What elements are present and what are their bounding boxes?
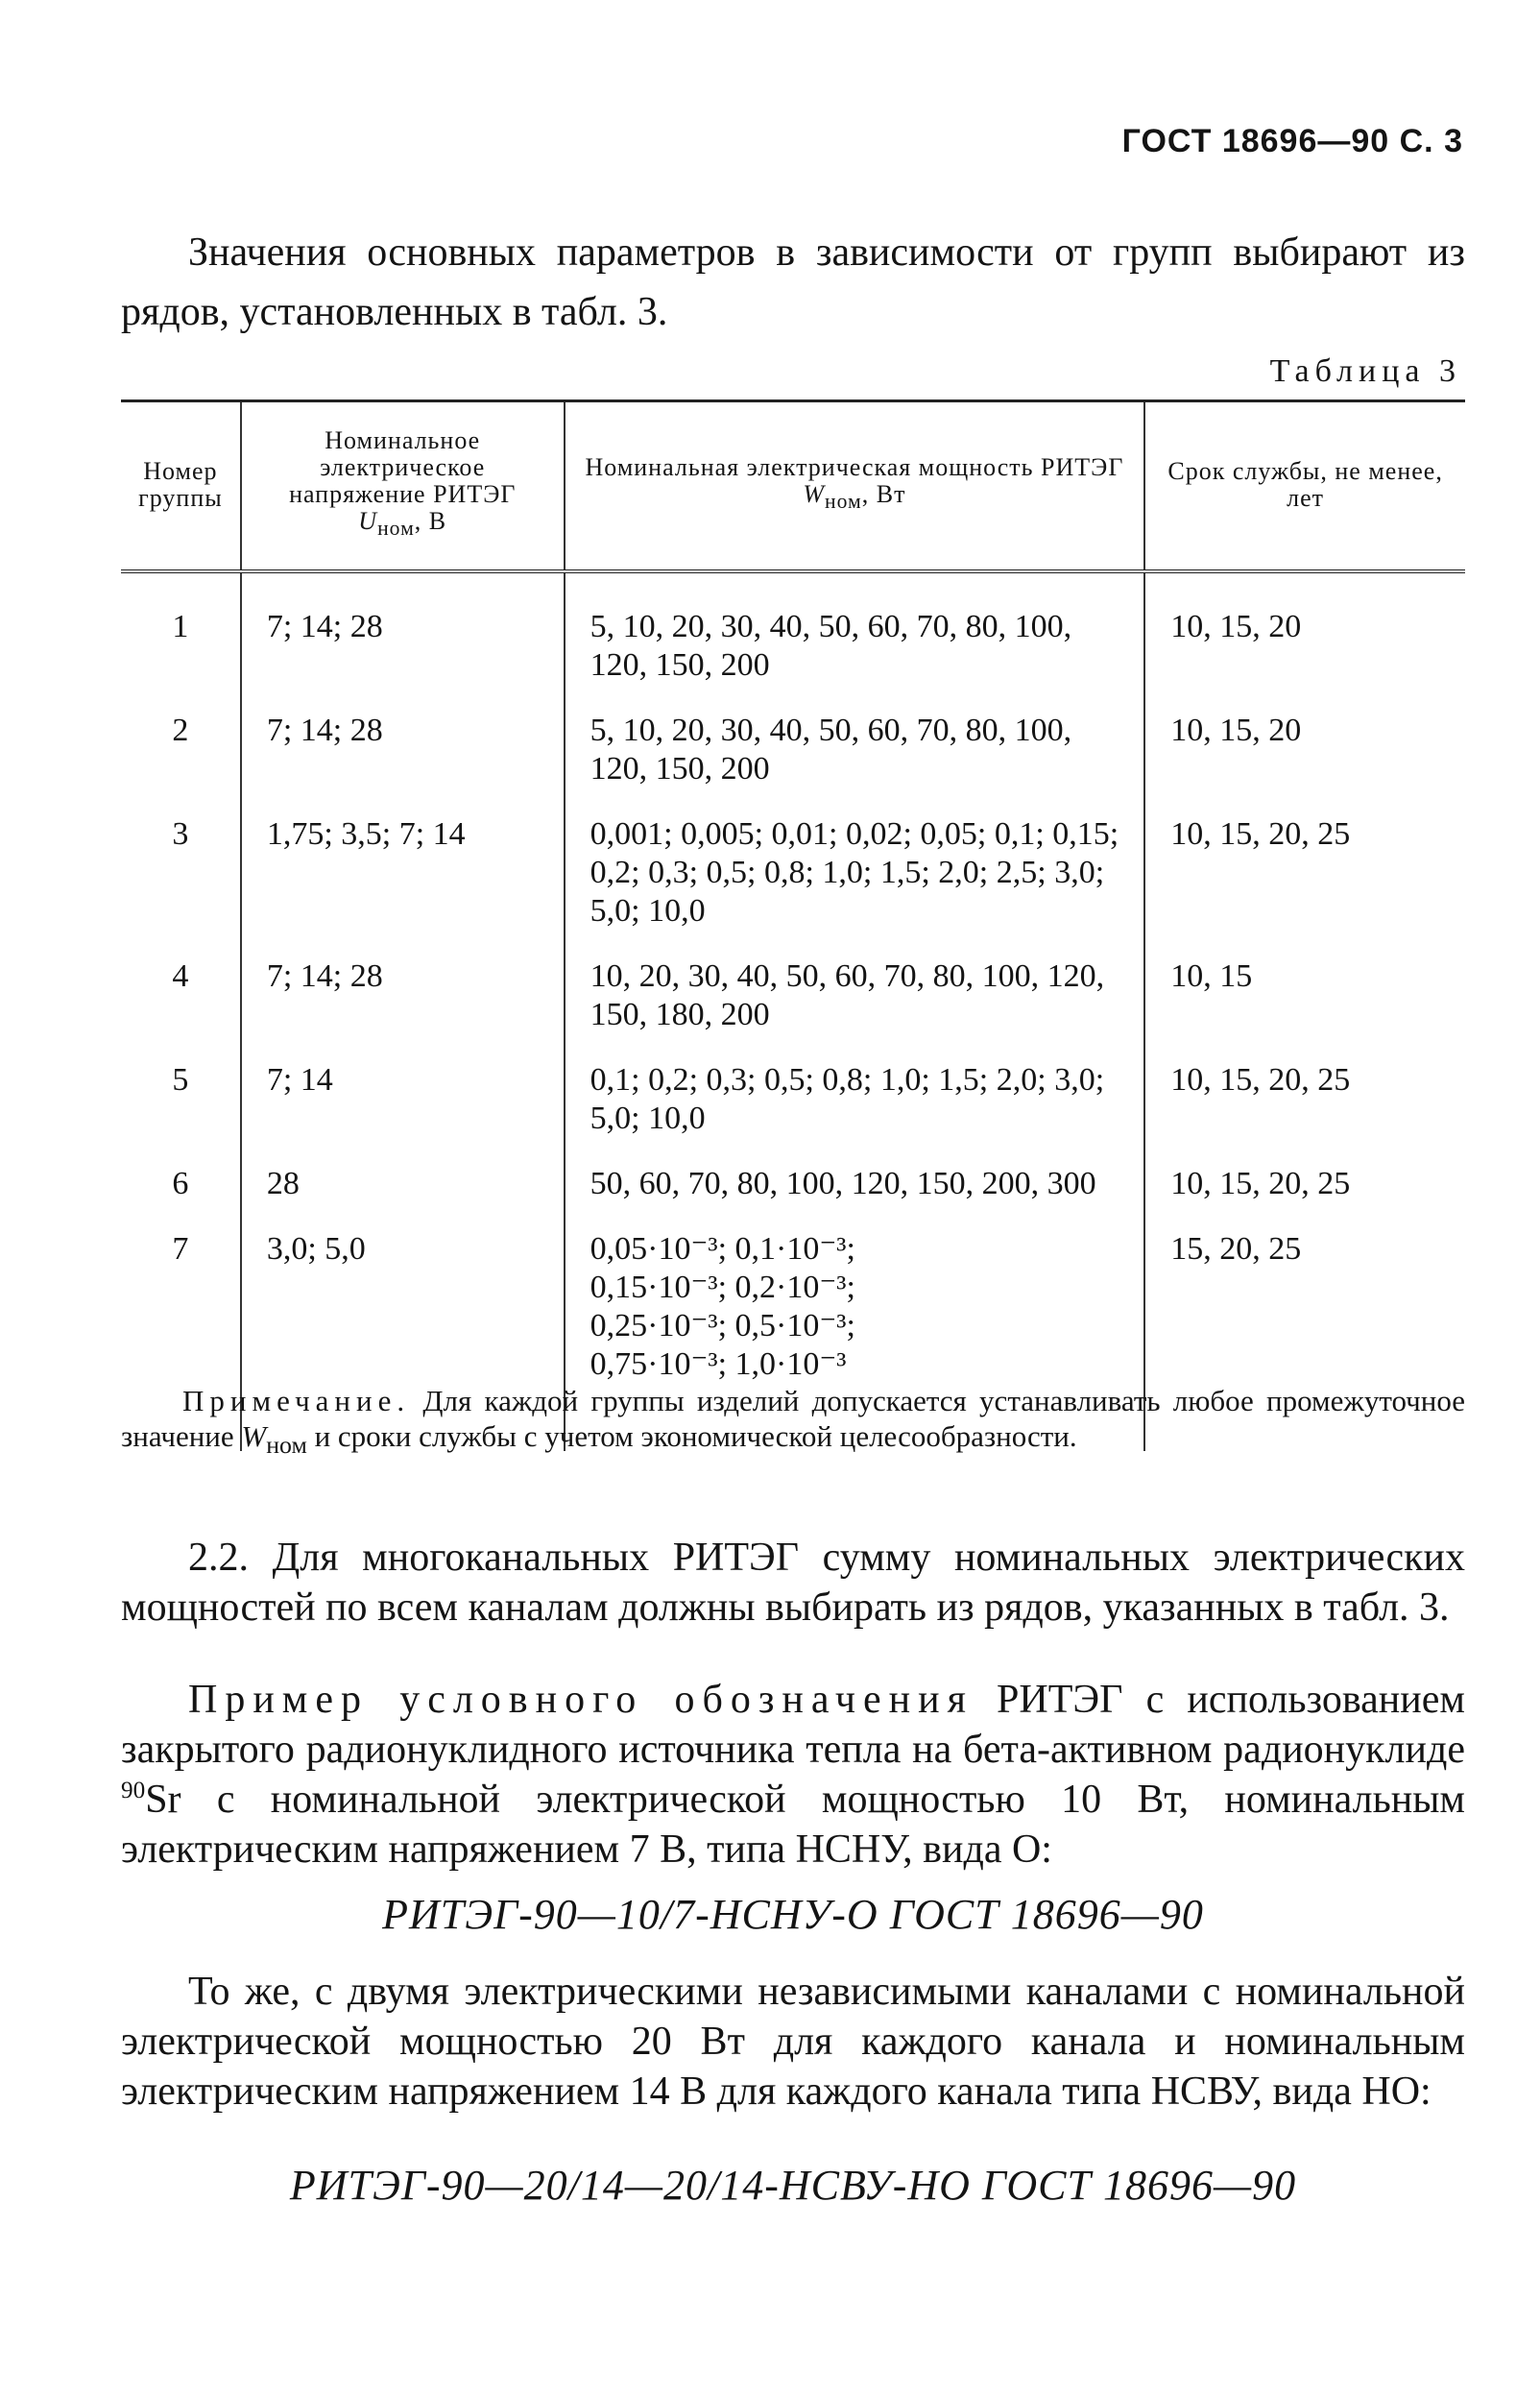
header-power-subscript: ном — [825, 490, 862, 514]
cell-life: 10, 15, 20, 25 — [1144, 808, 1465, 950]
cell-life: 10, 15 — [1144, 950, 1465, 1053]
header-service-life: Срок службы, не менее, лет — [1144, 401, 1465, 572]
cell-group: 4 — [172, 958, 189, 994]
power-line: 0,15·10⁻³; 0,2·10⁻³; — [590, 1270, 855, 1305]
note-lead: Примечание. — [182, 1384, 411, 1417]
power-line: 0,05·10⁻³; 0,1·10⁻³; — [590, 1231, 855, 1267]
cell-life: 15, 20, 25 — [1144, 1222, 1465, 1451]
cell-group: 5 — [172, 1062, 189, 1098]
parameters-table — [121, 399, 1465, 1451]
cell-power: 0,001; 0,005; 0,01; 0,02; 0,05; 0,1; 0,15; 0,2; 0,3; 0,5; 0,8; 1,0; 1,5; 2,0; 2,5; 3,0; 5,0; 10,0 — [565, 808, 1145, 950]
cell-power: 50, 60, 70, 80, 100, 120, 150, 200, 300 — [565, 1157, 1145, 1222]
cell-life: 10, 15, 20 — [1144, 571, 1465, 704]
cell-voltage: 3,0; 5,0 — [241, 1222, 565, 1451]
same-two-channels-paragraph: То же, с двумя электрическими независимыми каналами с номинальной электрической мощностью 20 Вт для каждого канала и номинальным электрическим напряжением 14 В для каждого канала типа НСВУ, вида НО: — [121, 1970, 1465, 2114]
note-subscript: ном — [266, 1431, 307, 1460]
header-group-number: Номер группы — [121, 401, 241, 572]
cell-voltage: 7; 14 — [241, 1053, 565, 1157]
intro-paragraph: Значения основных параметров в зависимости от групп выбирают из рядов, установленных в табл. 3. — [121, 230, 1465, 334]
header-voltage-subscript: ном — [377, 517, 415, 541]
header-voltage-unit: , В — [414, 507, 447, 536]
table-row — [121, 1157, 1465, 1222]
cell-group: 2 — [172, 713, 189, 748]
cell-voltage: 7; 14; 28 — [241, 704, 565, 808]
cell-group: 1 — [172, 609, 189, 644]
example-text-after: с номинальной электрической мощностью 10 Вт, номинальным электрическим напряжением 7 В, типа НСНУ, вида О: — [121, 1778, 1465, 1872]
table-row — [121, 704, 1465, 808]
header-power-text: Номинальная электрическая мощность РИТЭГ — [585, 453, 1124, 482]
example-text-before: РИТЭГ с использованием закрытого радионуклидного источника тепла на бета-активном радионуклиде — [121, 1678, 1465, 1772]
cell-group: 6 — [172, 1166, 189, 1201]
page-header-code: ГОСТ 18696—90 С. 3 — [1121, 123, 1463, 159]
designation-example-paragraph — [121, 1675, 1465, 1875]
table-header-row — [121, 401, 1465, 572]
designation-example-1: РИТЭГ-90—10/7-НСНУ-О ГОСТ 18696—90 — [382, 1891, 1204, 1938]
cell-life: 10, 15, 20, 25 — [1144, 1053, 1465, 1157]
cell-life: 10, 15, 20, 25 — [1144, 1157, 1465, 1222]
cell-group: 3 — [172, 816, 189, 852]
header-voltage-text: Номинальное электрическое напряжение РИТЭГ — [289, 426, 517, 509]
header-voltage — [241, 401, 565, 572]
header-power-symbol: W — [803, 480, 826, 509]
header-power — [565, 401, 1145, 572]
cell-group: 7 — [172, 1231, 189, 1267]
cell-voltage: 7; 14; 28 — [241, 571, 565, 704]
table-note — [121, 1383, 1465, 1463]
table-label: Таблица 3 — [1269, 353, 1461, 389]
paragraph-2-2: 2.2. Для многоканальных РИТЭГ сумму номинальных электрических мощностей по всем каналам должны выбирать из рядов, указанных в табл. 3. — [121, 1536, 1465, 1630]
cell-life: 10, 15, 20 — [1144, 704, 1465, 808]
header-voltage-symbol: U — [358, 507, 378, 536]
example-lead: Пример условного обозначения — [188, 1678, 974, 1722]
header-power-unit: , Вт — [861, 480, 906, 509]
power-line: 0,25·10⁻³; 0,5·10⁻³; — [590, 1308, 855, 1343]
cell-power: 10, 20, 30, 40, 50, 60, 70, 80, 100, 120, 150, 180, 200 — [565, 950, 1145, 1053]
isotope-symbol: Sr — [145, 1778, 181, 1822]
cell-power: 5, 10, 20, 30, 40, 50, 60, 70, 80, 100, 120, 150, 200 — [565, 704, 1145, 808]
cell-power: 5, 10, 20, 30, 40, 50, 60, 70, 80, 100, 120, 150, 200 — [565, 571, 1145, 704]
note-text-after: и сроки службы с учетом экономической целесообразности. — [306, 1419, 1077, 1453]
table-row — [121, 1053, 1465, 1157]
table-row — [121, 808, 1465, 950]
isotope-mass-number: 90 — [121, 1778, 146, 1803]
cell-power: 0,1; 0,2; 0,3; 0,5; 0,8; 1,0; 1,5; 2,0; 3,0; 5,0; 10,0 — [565, 1053, 1145, 1157]
cell-voltage: 28 — [241, 1157, 565, 1222]
table-row — [121, 571, 1465, 704]
power-line: 0,75·10⁻³; 1,0·10⁻³ — [590, 1346, 847, 1382]
cell-voltage: 1,75; 3,5; 7; 14 — [241, 808, 565, 950]
note-symbol: W — [241, 1419, 267, 1453]
cell-voltage: 7; 14; 28 — [241, 950, 565, 1053]
table-row — [121, 950, 1465, 1053]
note-text-before: Для каждой группы изделий допускается устанавливать любое промежуточное значение — [121, 1384, 1465, 1453]
designation-example-2: РИТЭГ-90—20/14—20/14-НСВУ-НО ГОСТ 18696—90 — [289, 2162, 1297, 2209]
